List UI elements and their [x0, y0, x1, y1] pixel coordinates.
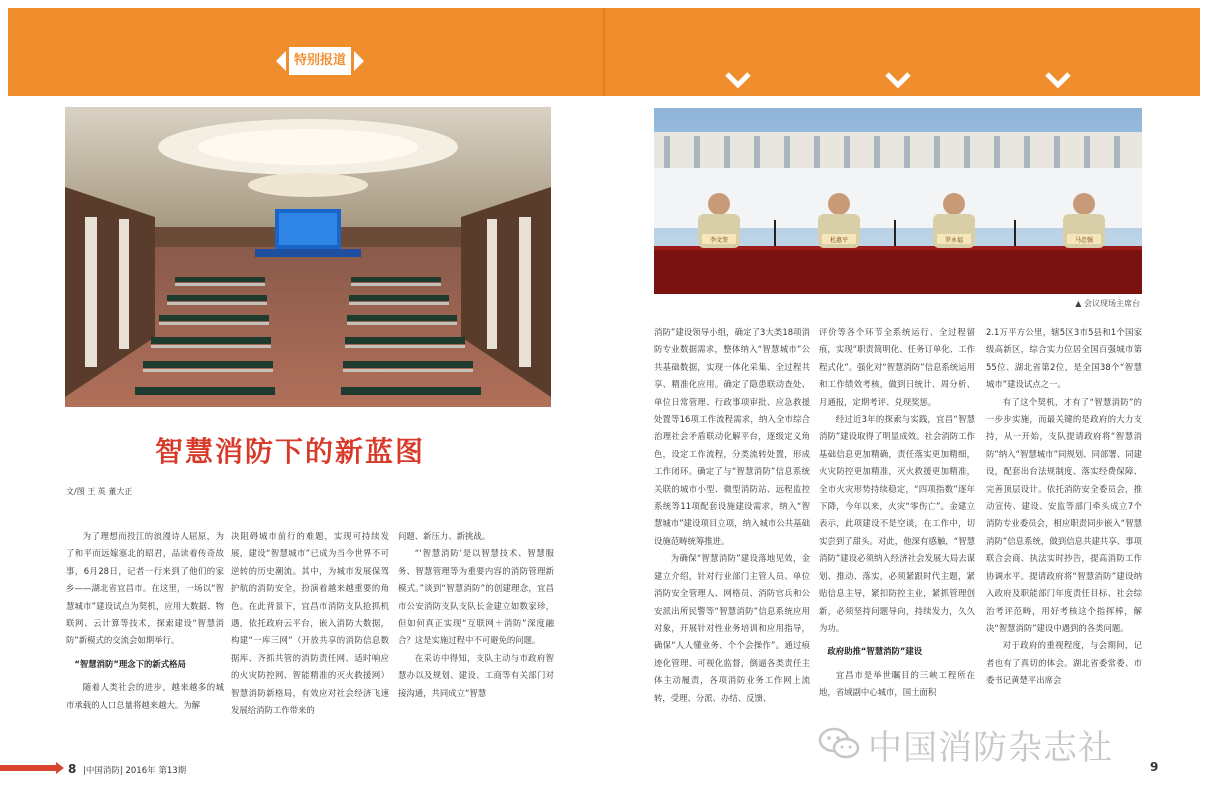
paragraph: 随着人类社会的进步，越来越多的城市承载的人口总量将越来越大。为解 — [66, 682, 224, 710]
page-number-right: 9 — [1150, 760, 1159, 774]
tag-arrow-left-icon — [276, 51, 286, 71]
footer-accent-bar — [0, 765, 56, 771]
tag-arrow-right-icon — [354, 51, 364, 71]
chevron-down-icon — [724, 71, 752, 89]
article-column — [398, 528, 554, 734]
photo-caption: ▲ 会议现场主席台 — [1075, 299, 1140, 308]
footer-arrow-icon — [56, 762, 64, 774]
section-subheading: “智慧消防”理念下的新式格局 — [74, 658, 186, 669]
page-gutter — [603, 8, 605, 96]
article-byline: 文/图 王 英 董大正 — [66, 487, 133, 496]
paragraph: “‘智慧消防’是以智慧技术、智慧服务、智慧管理等为重要内容的消防管理新模式。”谈到“智慧消防”的创建理念，宜昌市公安消防支队支队长金建立如数家珍，但如何真正实现“互联网＋消防”深度融合？这是实施过程中不可避免的问题。 — [398, 548, 554, 646]
section-tag-label: 特别报道 — [288, 46, 352, 76]
watermark-text: 中国消防杂志社 — [868, 727, 1113, 768]
conference-hall-photo — [65, 107, 551, 407]
article-column — [654, 324, 810, 734]
footer-publication: |中国消防| 2016年 第13期 — [83, 766, 187, 776]
name-card: 杜惠平 — [829, 237, 849, 244]
article-column — [66, 528, 224, 734]
article-column — [231, 528, 389, 734]
page-number-left: 8 — [68, 762, 77, 776]
name-card: 马忠强 — [1074, 237, 1094, 244]
article-column — [819, 324, 975, 734]
chevron-down-icon — [1044, 71, 1072, 89]
paragraph: 评价等各个环节全系统运行、全过程留痕，实现“职责简明化、任务订单化、工作程式化”。强化对“智慧消防”信息系统运用和工作绩效考核，做到日统计、周分析、月通报，定期考评、兑现奖惩。 — [819, 327, 975, 407]
watermark — [818, 722, 1113, 766]
paragraph: 对于政府的重视程度，与会期间，记者也有了真切的体会。湖北省委常委、市委书记黄楚平出席会 — [986, 640, 1142, 686]
paragraph: 2.1万平方公里，辖5区3市5县和1个国家级高新区，综合实力位居全国百强城市第55位、湖北省第2位，是全国38个“智慧城市”建设试点之一。 — [986, 327, 1142, 390]
name-card: 李文奎 — [709, 237, 729, 244]
paragraph: 问题、新压力、新挑战。 — [398, 531, 491, 541]
paragraph: 有了这个契机，才有了“智慧消防”的一步步实施，而最关键的是政府的大力支持，从一开始，支队提请政府将“智慧消防”纳入“智慧城市”同规划、同部署、同建设，配套出台法规制度、落实经费保障、完善顶层设计。依托消防安全委员会，推动宣传、建设、安监等部门牵头成立7个消防专业委员会，相应职责同步嵌入“智慧消防”信息系统，做到信息共建共享、事项联合会商、执法实时抄告，提高消防工作协调水平。提请政府将“智慧消防”建设纳入政府及职能部门年度责任目标、社会综治考评范畴，用好考核这个指挥棒，解决“智慧消防”建设中遇到的各类问题。 — [986, 396, 1142, 633]
paragraph: 宜昌市是举世瞩目的三峡工程所在地，省域副中心城市，国土面积 — [819, 669, 975, 698]
rostrum-photo — [654, 108, 1142, 294]
chevron-down-icon — [884, 71, 912, 89]
section-tag — [276, 46, 364, 76]
paragraph: 经过近3年的探索与实践，宜昌“智慧消防”建设取得了明显成效。社会消防工作基础信息更加精确，责任落实更加精细，火灾防控更加精准，灭火救援更加精准，全市火灾形势持续稳定，“四项指数”逐年下降，今年以来，火灾“零伤亡”。金建立表示，此项建设不是空谈，在工作中，切实尝到了甜头。对此，他深有感触，“智慧消防”建设必须纳入经济社会发展大局去谋划、推动、落实，必须紧跟时代主题，紧贴信息主导，紧扣防控主业，紧抓管理创新，必须坚持问题导向，持续发力，久久为功。 — [819, 414, 975, 633]
article-column — [986, 324, 1142, 734]
paragraph: 为确保“智慧消防”建设落地见效，金建立介绍，针对行业部门主管人员、单位消防安全管理人、网格员、消防官兵和公安派出所民警等“智慧消防”信息系统应用对象，开展针对性业务培训和应用指导，确保“人人懂业务、个个会操作”。通过痕迹化管理、可视化监督，倒逼各类责任主体主动履责，各项消防业务工作网上流转，受理、分派、办结、反馈、 — [654, 553, 810, 703]
article-title: 智慧消防下的新蓝图 — [155, 435, 426, 468]
paragraph: 决阻碍城市前行的难题，实现可持续发展，建设“智慧城市”已成为当今世界不可逆转的历史潮流。其中，为城市发展保驾护航的消防安全，扮演着越来越重要的角色。在此背景下，宜昌市消防支队抢抓机遇，依托政府云平台，嵌入消防大数据，构建“一库三网”（开放共享的消防信息数据库、齐抓共管的消防责任网、适时响应的火灾防控网、智能精准的灭火救援网）智慧消防新格局，有效应对社会经济飞速发展给消防工作带来的 — [231, 531, 389, 716]
footer-left — [68, 762, 186, 776]
paragraph: 消防”建设领导小组，确定了3大类18项消防专业数据需求，整体纳入“智慧城市”公共基础数据，实现一体化采集、全过程共享、精准化应用。确定了隐患联动查处、单位日常管理、行政事项审批、应急救援处置等16项工作流程需求，纳入全市综合治理社会矛盾联动化解平台，逐级定义角色，设定工作流程，分类流转处置，形成工作闭环。确定了与“智慧消防”信息系统关联的城市小型、微型消防站、远程监控系统等11项配套设施建设需求，纳入“智慧城市”建设项目立项，纳入城市公共基础设施范畴统筹推进。 — [654, 327, 810, 546]
paragraph: 在采访中得知，支队主动与市政府智慧办以及规划、建设、工商等有关部门对接沟通，共同成立“智慧 — [398, 652, 554, 698]
section-subheading: 政府助推“智慧消防”建设 — [827, 646, 923, 657]
name-card: 罗永福 — [944, 237, 964, 244]
paragraph: 为了理想而投江的浪漫诗人屈原，为了和平而远嫁塞北的昭君，品读着传奇故事，6月28日，记者一行来到了他们的家乡——湖北省宜昌市。在这里，一场以“智慧城市”建设试点为契机，应用大数据、物联网、云计算等技术，探索建设“智慧消防”新模式的交流会如期举行。 — [66, 531, 224, 646]
wechat-icon — [818, 726, 860, 762]
